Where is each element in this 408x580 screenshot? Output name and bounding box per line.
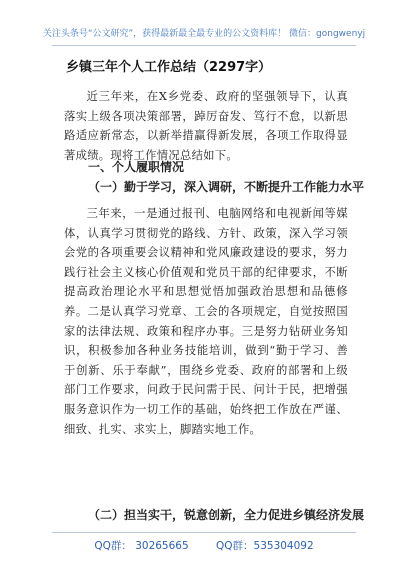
footer-contact — [0, 538, 408, 553]
section-heading-1: 一、个人履职情况 — [88, 160, 185, 174]
footer-divider — [52, 532, 356, 533]
header-divider — [52, 45, 356, 46]
footer-qq-group-1: QQ群： 30265665 — [94, 540, 189, 552]
subsection-heading-1: （一）勤于学习，深入调研，不断提升工作能力水平 — [88, 180, 365, 194]
subsection-heading-2: （二）担当实干，锐意创新，全力促进乡镇经济发展 — [88, 508, 365, 522]
intro-paragraph: 近三年来，在X乡党委、政府的坚强领导下，认真落实上级各项决策部署，踔厉奋发、笃行不怠，以新思路适应新常态，以新举措赢得新发展，各项工作取得显著成绩。现将工作情况总结如下。 — [64, 90, 348, 162]
subsection-1-paragraph: 三年来，一是通过报刊、电脑网络和电视新闻等媒体，认真学习贯彻党的路线、方针、政策，深入学习领会党的各项重要会议精神和党风廉政建设的要求，努力践行社会主义核心价值观和党员干部的纪律要求，不断提高政治理论水平和思想觉悟加强政治思想和品德修养。二是认真学习党章、工会的各项规定，自觉按照国家的法律法规、政策和程序办事。三是努力钻研业务知识，积极参加各种业务技能培训，做到“勤于学习、善于创新、乐于奉献”，围绕乡党委、政府的部署和上级部门工作要求，问政于民问需于民、问计于民，把增强服务意识作为一切工作的基础，始终把工作放在严谨、细致、扎实、求实上，脚踏实地工作。 — [64, 207, 348, 436]
footer-qq-group-2: QQ群：535304092 — [216, 540, 314, 552]
document-title: 乡镇三年个人工作总结（2297字） — [66, 60, 272, 75]
header-banner: 关注头条号“公文研究”，获得最新最全最专业的公文资料库！ 微信：gongwenyj — [42, 29, 366, 39]
